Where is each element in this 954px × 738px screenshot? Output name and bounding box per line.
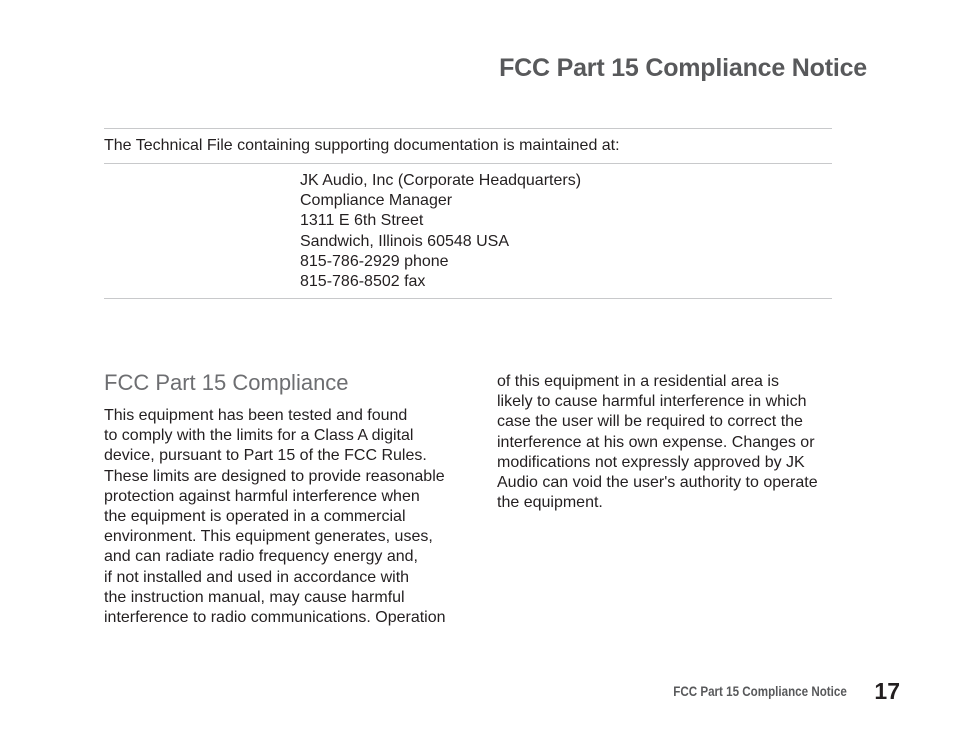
compliance-text-right-column xyxy=(497,372,818,513)
text-line: to comply with the limits for a Class A digital xyxy=(104,427,414,445)
divider-middle xyxy=(104,163,832,164)
text-line: interference to radio communications. Operation xyxy=(104,609,446,627)
text-line: of this equipment in a residential area is xyxy=(497,373,779,390)
divider-bottom xyxy=(104,298,832,299)
text-line: the equipment. xyxy=(497,494,603,512)
footer-section-label: FCC Part 15 Compliance Notice xyxy=(673,684,847,699)
compliance-text-left-column xyxy=(104,406,446,628)
text-line: protection against harmful interference when xyxy=(104,487,420,505)
text-line: These limits are designed to provide reasonable xyxy=(104,467,445,485)
address-line-city: Sandwich, Illinois 60548 USA xyxy=(300,232,510,250)
address-line-street: 1311 E 6th Street xyxy=(300,212,424,230)
divider-top xyxy=(104,128,832,129)
address-line-fax: 815-786-8502 fax xyxy=(300,273,426,291)
address-line-phone: 815-786-2929 phone xyxy=(300,252,449,270)
section-heading: FCC Part 15 Compliance xyxy=(104,370,349,395)
text-line: likely to cause harmful interference in which xyxy=(497,393,807,411)
text-line: and can radiate radio frequency energy and, xyxy=(104,548,418,566)
page-title: FCC Part 15 Compliance Notice xyxy=(499,54,867,82)
text-line: the equipment is operated in a commercial xyxy=(104,508,406,526)
text-line: if not installed and used in accordance with xyxy=(104,568,410,586)
technical-file-intro: The Technical File containing supporting documentation is maintained at: xyxy=(104,137,620,154)
address-block xyxy=(300,171,581,292)
text-line: case the user will be required to correct the xyxy=(497,413,803,431)
address-line-contact: Compliance Manager xyxy=(300,192,453,210)
text-line: Audio can void the user's authority to operate xyxy=(497,474,818,492)
text-line: environment. This equipment generates, uses, xyxy=(104,528,433,546)
text-line: device, pursuant to Part 15 of the FCC Rules. xyxy=(104,447,427,465)
address-line-company: JK Audio, Inc (Corporate Headquarters) xyxy=(300,172,582,189)
text-line: This equipment has been tested and found xyxy=(104,407,408,424)
page-number: 17 xyxy=(874,678,900,704)
text-line: interference at his own expense. Changes or xyxy=(497,433,815,451)
text-line: modifications not expressly approved by JK xyxy=(497,453,805,471)
text-line: the instruction manual, may cause harmful xyxy=(104,588,405,606)
